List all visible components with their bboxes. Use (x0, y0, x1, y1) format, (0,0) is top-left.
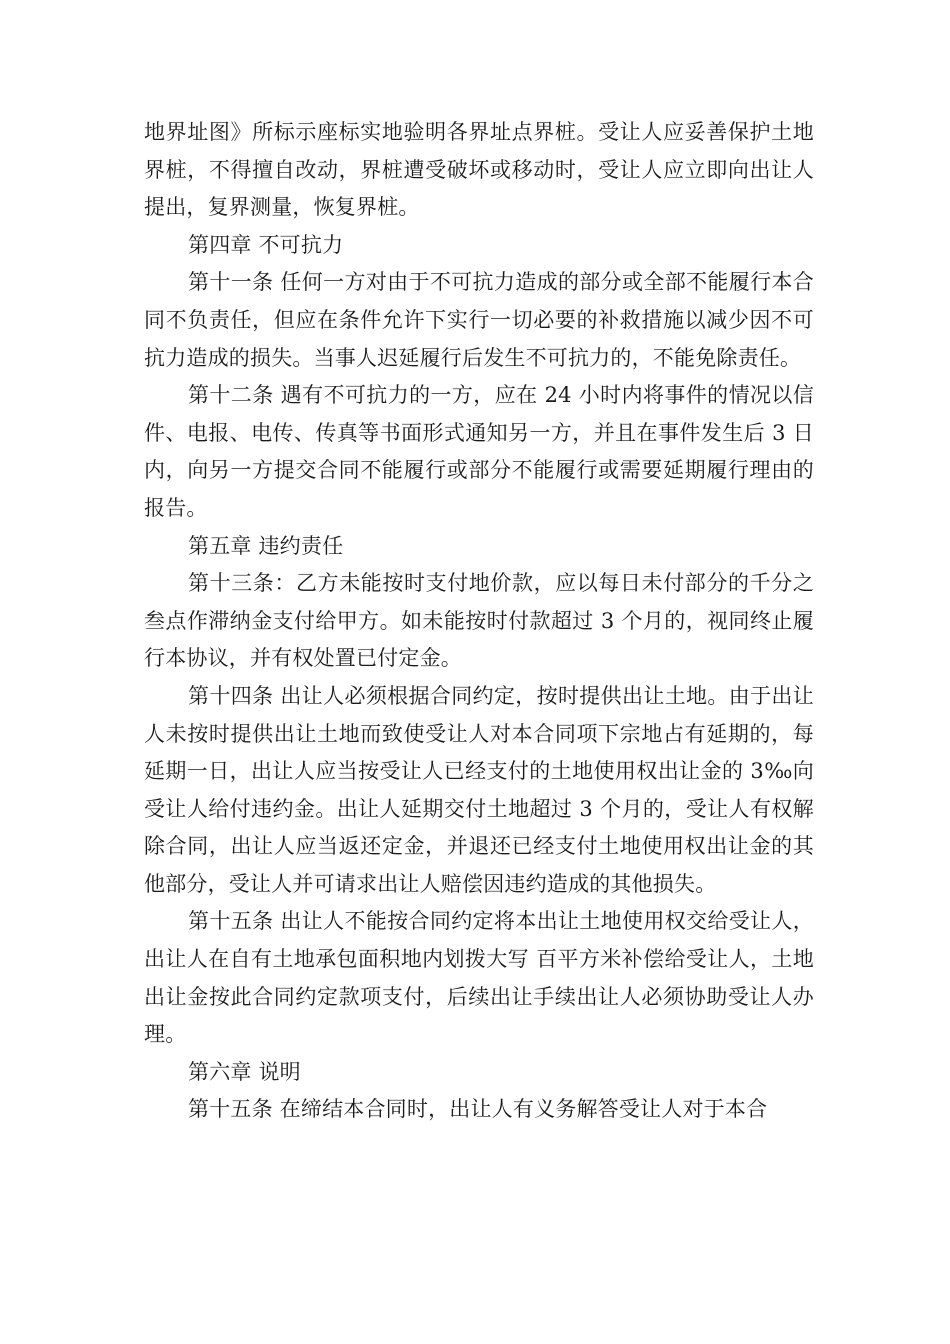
article-11: 第十一条 任何一方对由于不可抗力造成的部分或全部不能履行本合同不负责任，但应在条件允许下实行一切必要的补救措施以减少因不可抗力造成的损失。当事人迟延履行后发生不可抗力的，不能免除责任。 (144, 270, 814, 370)
chapter-heading-explanation: 第六章 说明 (188, 1059, 301, 1084)
article-15: 第十五条 出让人不能按合同约定将本出让土地使用权交给受让人，出让人在自有土地承包面积地内划拨大写 百平方米补偿给受让人，土地出让金按此合同约定款项支付，后续出让手续出让人必须协助受让人办理。 (144, 909, 814, 1047)
chapter-heading-liability: 第五章 违约责任 (188, 533, 344, 558)
article-14: 第十四条 出让人必须根据合同约定，按时提供出让土地。由于出让人未按时提供出让土地而致使受让人对本合同项下宗地占有延期的，每延期一日，出让人应当按受让人已经支付的土地使用权出让金的 3‰向受让人给付违约金。出让人延期交付土地超过 3 个月的，受让人有权解除合同，出让人应当返还定金，并退还已经支付土地使用权出让金的其他部分，受让人并可请求出让人赔偿因违约造成的其他损失。 (144, 683, 814, 896)
article-12: 第十二条 遇有不可抗力的一方，应在 24 小时内将事件的情况以信件、电报、电传、传真等书面形式通知另一方，并且在事件发生后 3 日内，向另一方提交合同不能履行或部分不能履行或需要延期履行理由的报告。 (144, 383, 814, 520)
article-15-explanation: 第十五条 在缔结本合同时，出让人有义务解答受让人对于本合 (188, 1097, 768, 1122)
article-13: 第十三条：乙方未能按时支付地价款，应以每日未付部分的千分之叁点作滞纳金支付给甲方。如未能按时付款超过 3 个月的，视同终止履行本协议，并有权处置已付定金。 (144, 571, 814, 671)
document-body (144, 114, 814, 1129)
paragraph-boundary-continuation: 地界址图》所标示座标实地验明各界址点界桩。受让人应妥善保护土地界桩，不得擅自改动，界桩遭受破坏或移动时，受让人应立即向出让人提出，复界测量，恢复界桩。 (144, 120, 814, 220)
chapter-heading-force-majeure: 第四章 不可抗力 (188, 232, 344, 257)
